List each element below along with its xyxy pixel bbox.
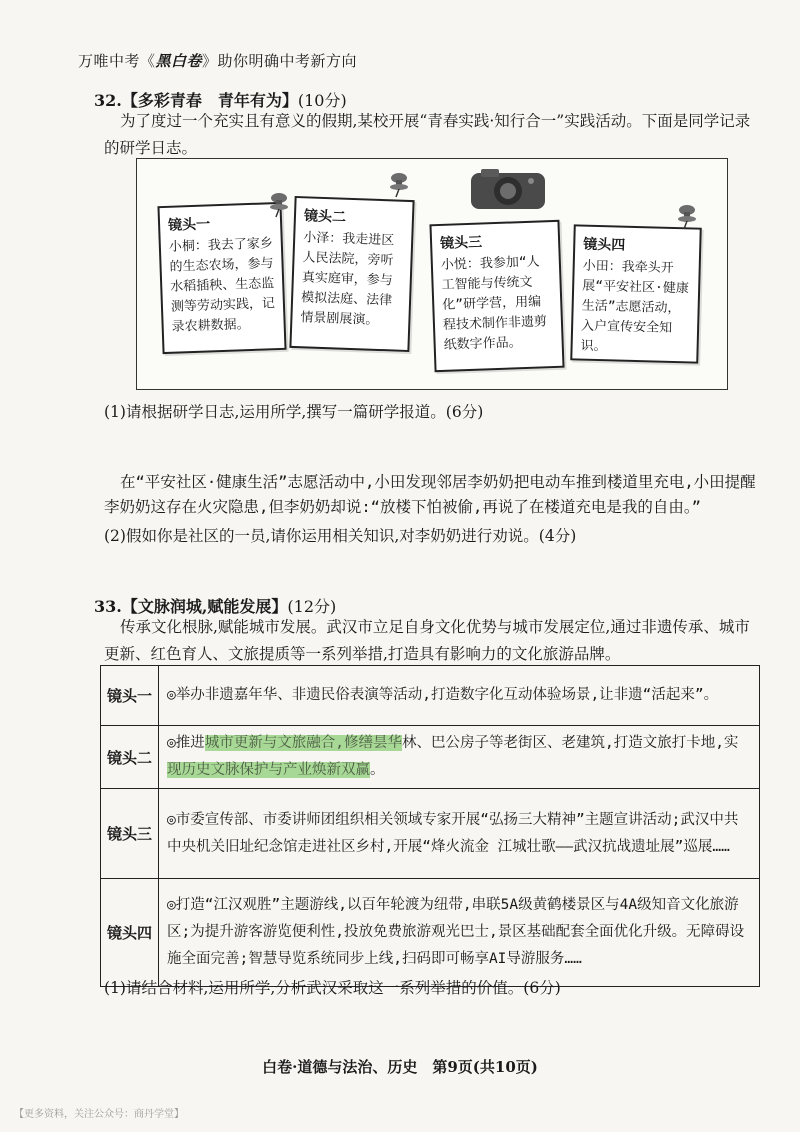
camera-icon xyxy=(467,167,549,213)
page-footer: 白卷·道德与法治、历史 第9页(共10页) xyxy=(262,1058,538,1076)
diary-card-1: 镜头一 小桐：我去了家乡的生态农场，参与水稻插秧、生态监测等劳动实践，记录农耕数据。 xyxy=(157,202,286,354)
question-32-scenario: 在“平安社区·健康生活”志愿活动中,小田发现邻居李奶奶把电动车推到楼道里充电,小田提醒李奶奶这存在火灾隐患,但李奶奶却说:“放楼下怕被偷,再说了在楼道充电是我的自由。” xyxy=(104,473,756,516)
watermark: 【更多资料，关注公众号：商丹学堂】 xyxy=(14,1109,184,1120)
question-32-sub1: (1)请根据研学日志,运用所学,撰写一篇研学报道。(6分) xyxy=(104,403,484,421)
row-2-text: ◎推进城市更新与文旅融合,修缮昙华林、巴公房子等老街区、老建筑,打造文旅打卡地,实现历史文脉保护与产业焕新双赢。 xyxy=(159,726,760,789)
question-33-sub1: (1)请结合材料,运用所学,分析武汉采取这一系列举措的价值。(6分) xyxy=(104,979,561,997)
material-table xyxy=(100,665,760,987)
row-3-text: ◎市委宣传部、市委讲师团组织相关领域专家开展“弘扬三大精神”主题宣讲活动;武汉中共中央机关旧址纪念馆走进社区乡村,开展“烽火流金 江城壮歌——武汉抗战遗址展”巡展…… xyxy=(159,789,760,879)
table-row: 镜头三 ◎市委宣传部、市委讲师团组织相关领域专家开展“弘扬三大精神”主题宣讲活动;武汉中共中央机关旧址纪念馆走进社区乡村,开展“烽火流金 江城壮歌——武汉抗战遗址展”巡展…… xyxy=(101,789,760,879)
diary-card-3: 镜头三 小悦：我参加“人工智能与传统文化”研学营，用编程技术制作非遗剪纸数字作品。 xyxy=(429,220,564,372)
page-header: 万唯中考《黑白卷》助你明确中考新方向 xyxy=(78,52,358,70)
question-33-intro: 传承文化根脉,赋能城市发展。武汉市立足自身文化优势与城市发展定位,通过非遗传承、城市更新、红色育人、文旅提质等一系列举措,打造具有影响力的文化旅游品牌。 xyxy=(104,618,750,663)
table-row: 镜头一 ◎举办非遗嘉年华、非遗民俗表演等活动,打造数字化互动体验场景,让非遗“活起来”。 xyxy=(101,666,760,726)
question-32-title: 32.【多彩青春 青年有为】(10分) xyxy=(94,91,347,110)
question-32-intro: 为了度过一个充实且有意义的假期,某校开展“青春实践·知行合一”实践活动。下面是同学记录的研学日志。 xyxy=(104,112,751,157)
question-33-title: 33.【文脉润城,赋能发展】(12分) xyxy=(94,597,337,616)
brand-name: 黑白卷 xyxy=(155,52,203,70)
diary-card-4: 镜头四 小田：我牵头开展“平安社区·健康生活”志愿活动，入户宣传安全知识。 xyxy=(570,224,702,363)
pushpin-icon xyxy=(676,204,698,230)
row-1-text: ◎举办非遗嘉年华、非遗民俗表演等活动,打造数字化互动体验场景,让非遗“活起来”。 xyxy=(159,666,760,726)
question-32-sub2: (2)假如你是社区的一员,请你运用相关知识,对李奶奶进行劝说。(4分) xyxy=(104,527,577,545)
table-row: 镜头四 ◎打造“江汉观胜”主题游线,以百年轮渡为纽带,串联5A级黄鹤楼景区与4A级知音文化旅游区;为提升游客游览便利性,投放免费旅游观光巴士,景区基础配套全面优化升级。无障碍设施全面完善;智慧导览系统同步上线,扫码即可畅享AI导游服务…… xyxy=(101,879,760,987)
table-row: 镜头二 ◎推进城市更新与文旅融合,修缮昙华林、巴公房子等老街区、老建筑,打造文旅打卡地,实现历史文脉保护与产业焕新双赢。 xyxy=(101,726,760,789)
pushpin-icon xyxy=(388,172,410,198)
pushpin-icon xyxy=(268,192,290,218)
row-4-text: ◎打造“江汉观胜”主题游线,以百年轮渡为纽带,串联5A级黄鹤楼景区与4A级知音文化旅游区;为提升游客游览便利性,投放免费旅游观光巴士,景区基础配套全面优化升级。无障碍设施全面完善;智慧导览系统同步上线,扫码即可畅享AI导游服务…… xyxy=(159,879,760,987)
diary-card-2: 镜头二 小泽：我走进区人民法院，旁听真实庭审，参与模拟法庭、法律情景剧展演。 xyxy=(289,196,414,352)
